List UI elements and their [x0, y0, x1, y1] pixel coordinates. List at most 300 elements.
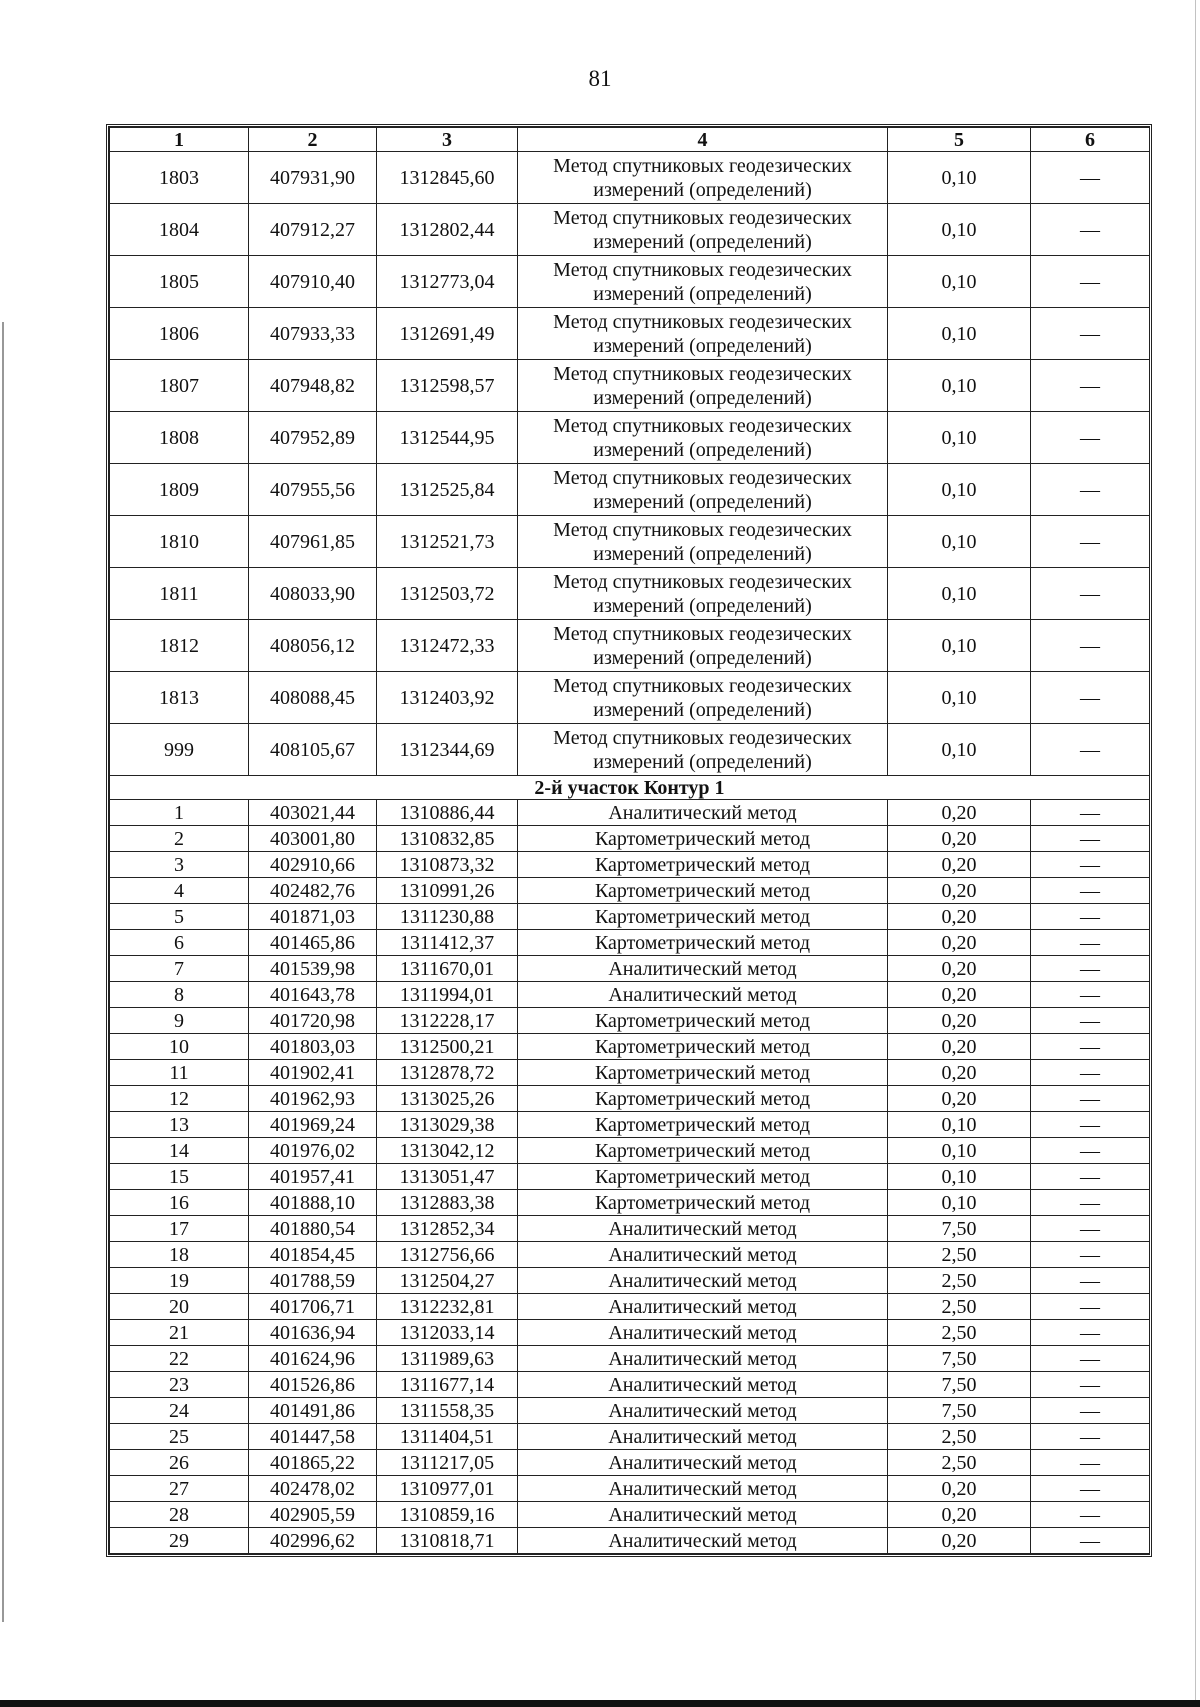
accuracy-value: 0,20 — [888, 826, 1031, 852]
method-cell — [518, 308, 888, 360]
note-dash: — — [1031, 1008, 1150, 1034]
coordinate-y: 1311677,14 — [377, 1372, 518, 1398]
method-cell — [518, 672, 888, 724]
coordinate-y: 1312033,14 — [377, 1320, 518, 1346]
coordinate-x: 401465,86 — [249, 930, 377, 956]
note-dash: — — [1031, 956, 1150, 982]
method-cell: Аналитический метод — [518, 1450, 888, 1476]
coordinates-table — [109, 127, 1150, 1554]
note-dash: — — [1031, 1086, 1150, 1112]
coordinate-x: 407955,56 — [249, 464, 377, 516]
table-row — [110, 724, 1150, 776]
point-number: 26 — [110, 1450, 249, 1476]
coordinate-y: 1312232,81 — [377, 1294, 518, 1320]
method-line-1: Метод спутниковых геодезических — [553, 570, 852, 593]
table-row — [110, 1008, 1150, 1034]
point-number: 15 — [110, 1164, 249, 1190]
accuracy-value: 0,20 — [888, 982, 1031, 1008]
accuracy-value: 0,20 — [888, 1476, 1031, 1502]
coordinate-y: 1312852,34 — [377, 1216, 518, 1242]
point-number: 25 — [110, 1424, 249, 1450]
point-number: 1 — [110, 800, 249, 826]
coordinate-x: 407933,33 — [249, 308, 377, 360]
point-number: 27 — [110, 1476, 249, 1502]
coordinate-y: 1312500,21 — [377, 1034, 518, 1060]
column-header-2: 2 — [249, 128, 377, 152]
accuracy-value: 2,50 — [888, 1320, 1031, 1346]
note-dash: — — [1031, 1190, 1150, 1216]
table-row — [110, 982, 1150, 1008]
note-dash: — — [1031, 982, 1150, 1008]
coordinate-y: 1312598,57 — [377, 360, 518, 412]
method-cell: Картометрический метод — [518, 1008, 888, 1034]
point-number: 28 — [110, 1502, 249, 1528]
table-row — [110, 1528, 1150, 1554]
table-row — [110, 464, 1150, 516]
coordinate-x: 408056,12 — [249, 620, 377, 672]
coordinate-y: 1312472,33 — [377, 620, 518, 672]
method-cell: Аналитический метод — [518, 1346, 888, 1372]
coordinate-x: 401976,02 — [249, 1138, 377, 1164]
table-row — [110, 152, 1150, 204]
table-row — [110, 930, 1150, 956]
note-dash: — — [1031, 204, 1150, 256]
page-number: 81 — [588, 66, 612, 91]
coordinate-y: 1312878,72 — [377, 1060, 518, 1086]
accuracy-value: 0,20 — [888, 1086, 1031, 1112]
method-cell: Картометрический метод — [518, 904, 888, 930]
table-row — [110, 256, 1150, 308]
point-number: 9 — [110, 1008, 249, 1034]
column-header-4: 4 — [518, 128, 888, 152]
point-number: 11 — [110, 1060, 249, 1086]
method-cell: Картометрический метод — [518, 1138, 888, 1164]
point-number: 1803 — [110, 152, 249, 204]
accuracy-value: 0,10 — [888, 724, 1031, 776]
method-cell: Картометрический метод — [518, 930, 888, 956]
table-row — [110, 1112, 1150, 1138]
point-number: 1810 — [110, 516, 249, 568]
table-row — [110, 568, 1150, 620]
method-cell: Картометрический метод — [518, 1060, 888, 1086]
table-row — [110, 1268, 1150, 1294]
method-line-2: измерений (определений) — [593, 438, 812, 461]
coordinate-y: 1313029,38 — [377, 1112, 518, 1138]
note-dash: — — [1031, 308, 1150, 360]
method-line-2: измерений (определений) — [593, 490, 812, 513]
coordinate-x: 407931,90 — [249, 152, 377, 204]
point-number: 1806 — [110, 308, 249, 360]
scan-bottom-edge — [0, 1700, 1200, 1707]
method-cell — [518, 724, 888, 776]
note-dash: — — [1031, 1216, 1150, 1242]
point-number: 1805 — [110, 256, 249, 308]
method-line-1: Метод спутниковых геодезических — [553, 310, 852, 333]
accuracy-value: 0,20 — [888, 1528, 1031, 1554]
point-number: 24 — [110, 1398, 249, 1424]
method-cell — [518, 568, 888, 620]
table-row — [110, 1164, 1150, 1190]
coordinate-x: 401962,93 — [249, 1086, 377, 1112]
column-header-5: 5 — [888, 128, 1031, 152]
coordinate-x: 401880,54 — [249, 1216, 377, 1242]
method-cell — [518, 256, 888, 308]
method-line-1: Метод спутниковых геодезических — [553, 258, 852, 281]
table-row — [110, 1320, 1150, 1346]
method-cell: Аналитический метод — [518, 1528, 888, 1554]
accuracy-value: 0,10 — [888, 360, 1031, 412]
point-number: 22 — [110, 1346, 249, 1372]
coordinate-x: 401643,78 — [249, 982, 377, 1008]
method-cell: Аналитический метод — [518, 1294, 888, 1320]
table-row — [110, 1398, 1150, 1424]
coordinate-x: 401803,03 — [249, 1034, 377, 1060]
point-number: 7 — [110, 956, 249, 982]
accuracy-value: 7,50 — [888, 1372, 1031, 1398]
note-dash: — — [1031, 1528, 1150, 1554]
coordinate-x: 401447,58 — [249, 1424, 377, 1450]
table-row — [110, 672, 1150, 724]
coordinate-x: 408033,90 — [249, 568, 377, 620]
method-cell: Картометрический метод — [518, 1164, 888, 1190]
method-cell — [518, 464, 888, 516]
point-number: 6 — [110, 930, 249, 956]
table-row — [110, 1346, 1150, 1372]
coordinate-y: 1313051,47 — [377, 1164, 518, 1190]
point-number: 1811 — [110, 568, 249, 620]
coordinate-x: 401969,24 — [249, 1112, 377, 1138]
method-line-1: Метод спутниковых геодезических — [553, 674, 852, 697]
method-cell: Аналитический метод — [518, 1476, 888, 1502]
coordinates-table-frame — [106, 124, 1152, 1557]
coordinate-y: 1310991,26 — [377, 878, 518, 904]
note-dash: — — [1031, 568, 1150, 620]
method-cell — [518, 360, 888, 412]
section-body — [110, 776, 1150, 800]
accuracy-value: 7,50 — [888, 1346, 1031, 1372]
coordinate-x: 401871,03 — [249, 904, 377, 930]
method-line-2: измерений (определений) — [593, 646, 812, 669]
coordinate-x: 403021,44 — [249, 800, 377, 826]
table-row — [110, 620, 1150, 672]
note-dash: — — [1031, 360, 1150, 412]
coordinate-x: 407961,85 — [249, 516, 377, 568]
accuracy-value: 2,50 — [888, 1242, 1031, 1268]
accuracy-value: 0,20 — [888, 930, 1031, 956]
accuracy-value: 0,20 — [888, 956, 1031, 982]
point-number: 20 — [110, 1294, 249, 1320]
point-number: 13 — [110, 1112, 249, 1138]
table-row — [110, 412, 1150, 464]
note-dash: — — [1031, 256, 1150, 308]
note-dash: — — [1031, 672, 1150, 724]
point-number: 18 — [110, 1242, 249, 1268]
coordinate-y: 1312802,44 — [377, 204, 518, 256]
table-row — [110, 1216, 1150, 1242]
accuracy-value: 0,10 — [888, 568, 1031, 620]
accuracy-value: 0,10 — [888, 464, 1031, 516]
coordinate-x: 407912,27 — [249, 204, 377, 256]
note-dash: — — [1031, 1268, 1150, 1294]
coordinate-y: 1312504,27 — [377, 1268, 518, 1294]
lower-rows — [110, 800, 1150, 1554]
method-cell: Картометрический метод — [518, 1112, 888, 1138]
note-dash: — — [1031, 1060, 1150, 1086]
note-dash: — — [1031, 1138, 1150, 1164]
method-line-2: измерений (определений) — [593, 386, 812, 409]
table-row — [110, 1034, 1150, 1060]
section-title: 2-й участок Контур 1 — [110, 776, 1150, 800]
table-row — [110, 308, 1150, 360]
point-number: 999 — [110, 724, 249, 776]
note-dash: — — [1031, 1294, 1150, 1320]
accuracy-value: 0,20 — [888, 878, 1031, 904]
method-line-1: Метод спутниковых геодезических — [553, 154, 852, 177]
point-number: 1809 — [110, 464, 249, 516]
coordinate-y: 1311217,05 — [377, 1450, 518, 1476]
coordinate-y: 1310818,71 — [377, 1528, 518, 1554]
coordinate-x: 402996,62 — [249, 1528, 377, 1554]
method-line-2: измерений (определений) — [593, 750, 812, 773]
coordinate-x: 407952,89 — [249, 412, 377, 464]
table-row — [110, 1502, 1150, 1528]
method-cell — [518, 152, 888, 204]
point-number: 4 — [110, 878, 249, 904]
coordinate-y: 1312521,73 — [377, 516, 518, 568]
coordinate-y: 1310859,16 — [377, 1502, 518, 1528]
table-row — [110, 1294, 1150, 1320]
point-number: 16 — [110, 1190, 249, 1216]
accuracy-value: 0,20 — [888, 1008, 1031, 1034]
coordinate-y: 1312525,84 — [377, 464, 518, 516]
scan-edge-line — [2, 322, 4, 1622]
point-number: 17 — [110, 1216, 249, 1242]
accuracy-value: 0,10 — [888, 1164, 1031, 1190]
note-dash: — — [1031, 1242, 1150, 1268]
coordinate-y: 1311989,63 — [377, 1346, 518, 1372]
header-row — [110, 128, 1150, 152]
note-dash: — — [1031, 1164, 1150, 1190]
accuracy-value: 0,20 — [888, 1034, 1031, 1060]
method-line-2: измерений (определений) — [593, 230, 812, 253]
coordinate-y: 1312845,60 — [377, 152, 518, 204]
method-line-1: Метод спутниковых геодезических — [553, 206, 852, 229]
coordinate-x: 401539,98 — [249, 956, 377, 982]
method-cell: Аналитический метод — [518, 1398, 888, 1424]
method-cell: Картометрический метод — [518, 1086, 888, 1112]
point-number: 1813 — [110, 672, 249, 724]
accuracy-value: 0,10 — [888, 1190, 1031, 1216]
upper-rows — [110, 152, 1150, 776]
coordinate-x: 408088,45 — [249, 672, 377, 724]
note-dash: — — [1031, 1112, 1150, 1138]
coordinate-x: 408105,67 — [249, 724, 377, 776]
table-row — [110, 878, 1150, 904]
coordinate-y: 1312691,49 — [377, 308, 518, 360]
table-row — [110, 1450, 1150, 1476]
coordinate-x: 401902,41 — [249, 1060, 377, 1086]
column-header-3: 3 — [377, 128, 518, 152]
coordinate-x: 402482,76 — [249, 878, 377, 904]
point-number: 29 — [110, 1528, 249, 1554]
note-dash: — — [1031, 1476, 1150, 1502]
coordinate-x: 401854,45 — [249, 1242, 377, 1268]
table-row — [110, 826, 1150, 852]
accuracy-value: 2,50 — [888, 1450, 1031, 1476]
coordinate-x: 401720,98 — [249, 1008, 377, 1034]
method-cell: Картометрический метод — [518, 1190, 888, 1216]
table-row — [110, 1372, 1150, 1398]
coordinate-x: 401636,94 — [249, 1320, 377, 1346]
table-row — [110, 1476, 1150, 1502]
point-number: 1807 — [110, 360, 249, 412]
point-number: 1804 — [110, 204, 249, 256]
method-line-1: Метод спутниковых геодезических — [553, 726, 852, 749]
table-row — [110, 800, 1150, 826]
note-dash: — — [1031, 930, 1150, 956]
accuracy-value: 0,10 — [888, 1138, 1031, 1164]
note-dash: — — [1031, 620, 1150, 672]
coordinate-y: 1312503,72 — [377, 568, 518, 620]
accuracy-value: 0,10 — [888, 1112, 1031, 1138]
accuracy-value: 0,20 — [888, 1502, 1031, 1528]
method-cell — [518, 516, 888, 568]
point-number: 12 — [110, 1086, 249, 1112]
coordinate-x: 402905,59 — [249, 1502, 377, 1528]
point-number: 2 — [110, 826, 249, 852]
method-cell: Картометрический метод — [518, 826, 888, 852]
note-dash: — — [1031, 904, 1150, 930]
table-row — [110, 516, 1150, 568]
point-number: 14 — [110, 1138, 249, 1164]
coordinate-x: 401624,96 — [249, 1346, 377, 1372]
accuracy-value: 0,10 — [888, 256, 1031, 308]
point-number: 10 — [110, 1034, 249, 1060]
coordinate-x: 403001,80 — [249, 826, 377, 852]
coordinate-y: 1311230,88 — [377, 904, 518, 930]
point-number: 3 — [110, 852, 249, 878]
coordinate-x: 402478,02 — [249, 1476, 377, 1502]
method-line-2: измерений (определений) — [593, 698, 812, 721]
method-cell: Аналитический метод — [518, 1372, 888, 1398]
table-row — [110, 956, 1150, 982]
coordinate-x: 401865,22 — [249, 1450, 377, 1476]
coordinate-y: 1312756,66 — [377, 1242, 518, 1268]
note-dash: — — [1031, 852, 1150, 878]
coordinate-y: 1311558,35 — [377, 1398, 518, 1424]
note-dash: — — [1031, 800, 1150, 826]
scan-edge-line-right — [1195, 0, 1196, 1707]
accuracy-value: 2,50 — [888, 1268, 1031, 1294]
table-row — [110, 1190, 1150, 1216]
note-dash: — — [1031, 1424, 1150, 1450]
coordinate-y: 1312344,69 — [377, 724, 518, 776]
coordinate-y: 1310873,32 — [377, 852, 518, 878]
method-cell: Аналитический метод — [518, 982, 888, 1008]
method-cell — [518, 620, 888, 672]
accuracy-value: 0,10 — [888, 516, 1031, 568]
method-cell: Аналитический метод — [518, 1216, 888, 1242]
point-number: 19 — [110, 1268, 249, 1294]
method-cell — [518, 412, 888, 464]
coordinate-y: 1312883,38 — [377, 1190, 518, 1216]
coordinate-x: 401788,59 — [249, 1268, 377, 1294]
coordinate-x: 401526,86 — [249, 1372, 377, 1398]
coordinate-x: 401706,71 — [249, 1294, 377, 1320]
table-row — [110, 1138, 1150, 1164]
method-line-2: измерений (определений) — [593, 334, 812, 357]
note-dash: — — [1031, 1372, 1150, 1398]
point-number: 8 — [110, 982, 249, 1008]
coordinate-y: 1312773,04 — [377, 256, 518, 308]
coordinate-y: 1311412,37 — [377, 930, 518, 956]
coordinate-y: 1311670,01 — [377, 956, 518, 982]
coordinate-x: 407910,40 — [249, 256, 377, 308]
column-header-6: 6 — [1031, 128, 1150, 152]
note-dash: — — [1031, 412, 1150, 464]
method-line-1: Метод спутниковых геодезических — [553, 466, 852, 489]
coordinate-y: 1310886,44 — [377, 800, 518, 826]
coordinate-y: 1312403,92 — [377, 672, 518, 724]
coordinate-y: 1311994,01 — [377, 982, 518, 1008]
coordinate-x: 407948,82 — [249, 360, 377, 412]
table-row — [110, 1086, 1150, 1112]
table-row — [110, 1242, 1150, 1268]
method-cell: Аналитический метод — [518, 1424, 888, 1450]
table-row — [110, 1060, 1150, 1086]
method-line-1: Метод спутниковых геодезических — [553, 414, 852, 437]
point-number: 1812 — [110, 620, 249, 672]
accuracy-value: 7,50 — [888, 1398, 1031, 1424]
coordinate-x: 401888,10 — [249, 1190, 377, 1216]
method-cell: Картометрический метод — [518, 878, 888, 904]
note-dash: — — [1031, 152, 1150, 204]
accuracy-value: 0,10 — [888, 672, 1031, 724]
method-line-1: Метод спутниковых геодезических — [553, 362, 852, 385]
method-line-2: измерений (определений) — [593, 594, 812, 617]
method-cell: Аналитический метод — [518, 956, 888, 982]
coordinate-y: 1313042,12 — [377, 1138, 518, 1164]
table-row — [110, 360, 1150, 412]
column-header-1: 1 — [110, 128, 249, 152]
coordinate-y: 1313025,26 — [377, 1086, 518, 1112]
accuracy-value: 7,50 — [888, 1216, 1031, 1242]
method-cell: Аналитический метод — [518, 1502, 888, 1528]
coordinate-x: 402910,66 — [249, 852, 377, 878]
point-number: 23 — [110, 1372, 249, 1398]
note-dash: — — [1031, 724, 1150, 776]
method-cell: Аналитический метод — [518, 1268, 888, 1294]
accuracy-value: 0,10 — [888, 412, 1031, 464]
method-cell: Аналитический метод — [518, 800, 888, 826]
section-row — [110, 776, 1150, 800]
accuracy-value: 0,10 — [888, 204, 1031, 256]
note-dash: — — [1031, 516, 1150, 568]
accuracy-value: 0,10 — [888, 620, 1031, 672]
point-number: 1808 — [110, 412, 249, 464]
table-row — [110, 1424, 1150, 1450]
note-dash: — — [1031, 1034, 1150, 1060]
note-dash: — — [1031, 1398, 1150, 1424]
note-dash: — — [1031, 464, 1150, 516]
coordinate-y: 1312544,95 — [377, 412, 518, 464]
method-cell: Аналитический метод — [518, 1242, 888, 1268]
note-dash: — — [1031, 1450, 1150, 1476]
coordinate-y: 1311404,51 — [377, 1424, 518, 1450]
accuracy-value: 0,20 — [888, 800, 1031, 826]
method-line-1: Метод спутниковых геодезических — [553, 518, 852, 541]
accuracy-value: 2,50 — [888, 1294, 1031, 1320]
